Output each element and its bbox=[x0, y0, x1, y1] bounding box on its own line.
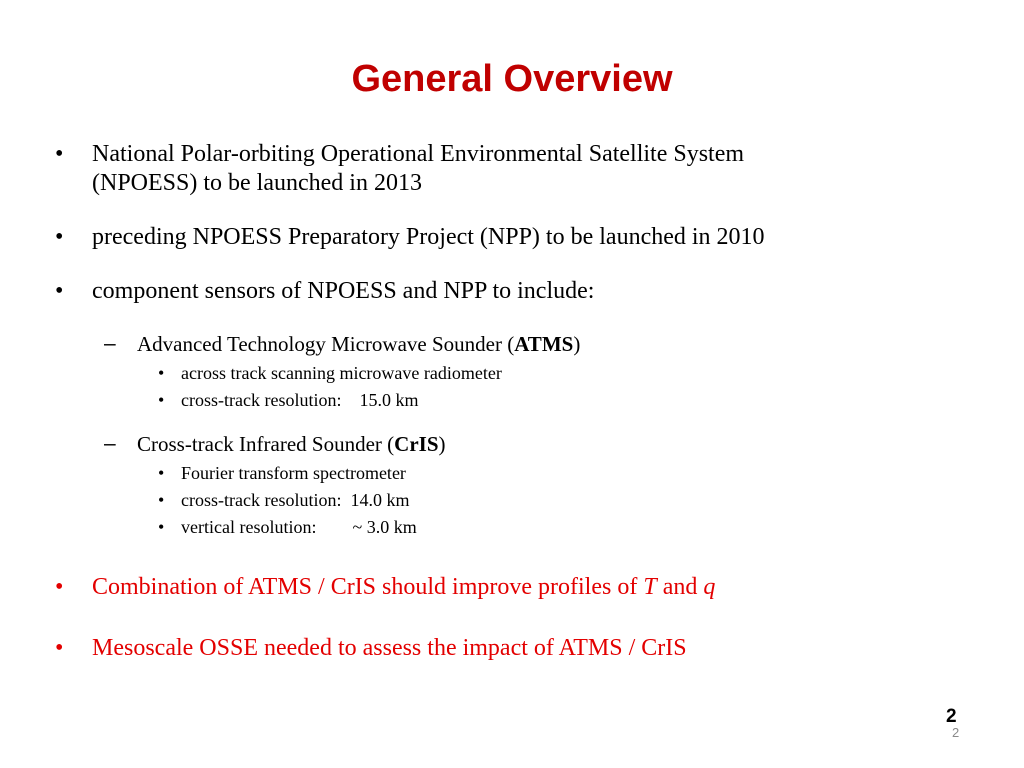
combination-text: Combination of ATMS / CrIS should improve profiles of bbox=[92, 574, 644, 600]
cris-detail: Fourier transform spectrometer bbox=[181, 463, 406, 483]
cris-prefix: Cross-track Infrared Sounder ( bbox=[137, 432, 395, 456]
bullet-npoess-line2: (NPOESS) to be launched in 2013 bbox=[92, 170, 422, 196]
cris-detail: vertical resolution: ~ 3.0 km bbox=[181, 517, 417, 537]
combination-and: and bbox=[656, 574, 704, 600]
dash-icon: – bbox=[104, 332, 116, 355]
page-number-small: 2 bbox=[952, 725, 960, 740]
bullet-icon: • bbox=[158, 390, 165, 410]
bullet-npoess-line1: National Polar-orbiting Operational Environmental Satellite System bbox=[92, 141, 745, 167]
atms-detail: cross-track resolution: 15.0 km bbox=[181, 390, 419, 410]
var-t: T bbox=[643, 574, 657, 600]
var-q: q bbox=[703, 574, 716, 600]
bullet-components: component sensors of NPOESS and NPP to include: bbox=[92, 278, 595, 304]
slide-title: General Overview bbox=[351, 58, 673, 100]
atms-abbrev: ATMS bbox=[514, 332, 574, 356]
bullet-npp: preceding NPOESS Preparatory Project (NPP) to be launched in 2010 bbox=[92, 224, 765, 250]
cris-suffix: ) bbox=[438, 432, 446, 456]
atms-detail: across track scanning microwave radiometer bbox=[181, 363, 502, 383]
dash-icon: – bbox=[104, 432, 116, 455]
atms-suffix: ) bbox=[573, 332, 581, 356]
bullet-icon: • bbox=[55, 224, 64, 250]
bullet-icon: • bbox=[55, 574, 64, 600]
bullet-icon: • bbox=[158, 363, 165, 383]
sub-atms bbox=[137, 331, 580, 357]
bullet-combination bbox=[92, 573, 715, 602]
bullet-icon: • bbox=[55, 141, 64, 167]
cris-abbrev: CrIS bbox=[394, 432, 439, 456]
bullet-icon: • bbox=[158, 517, 165, 537]
bullet-osse: Mesoscale OSSE needed to assess the impact of ATMS / CrIS bbox=[92, 635, 687, 661]
bullet-icon: • bbox=[158, 463, 165, 483]
bullet-icon: • bbox=[158, 490, 165, 510]
sub-cris bbox=[137, 431, 446, 457]
bullet-icon: • bbox=[55, 278, 64, 304]
page-number: 2 bbox=[946, 706, 957, 727]
cris-detail: cross-track resolution: 14.0 km bbox=[181, 490, 410, 510]
bullet-icon: • bbox=[55, 635, 64, 661]
atms-prefix: Advanced Technology Microwave Sounder ( bbox=[137, 332, 515, 356]
